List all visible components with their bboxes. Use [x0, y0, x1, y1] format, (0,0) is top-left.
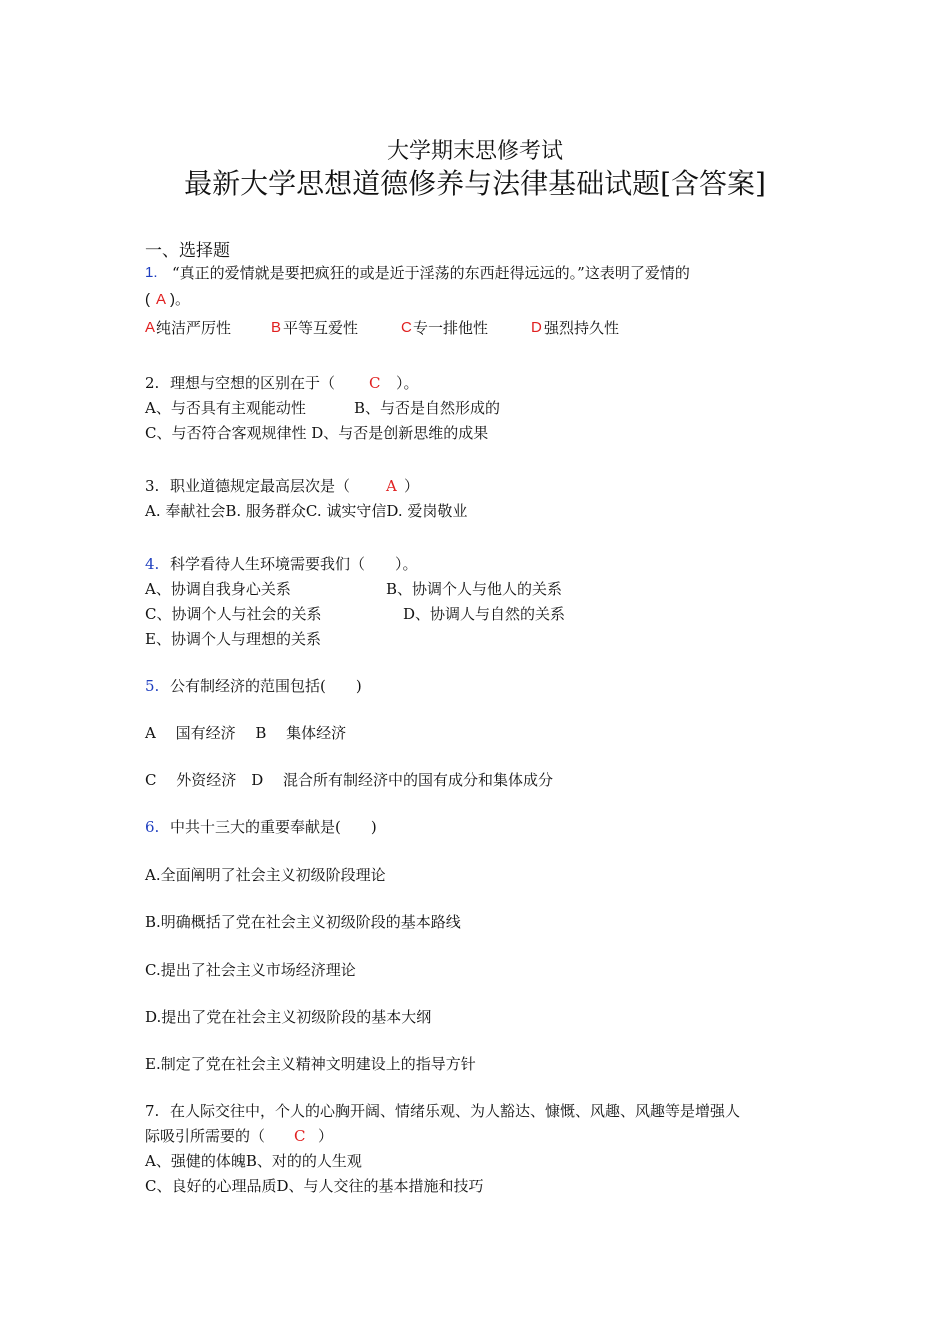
paren-close: )。 — [170, 291, 190, 308]
answer-mark: A — [386, 477, 397, 495]
answer-mark: C — [294, 1127, 306, 1145]
question-number: 6. — [145, 818, 160, 836]
question-number: 4. — [145, 555, 160, 573]
option-text: 平等互爱性 — [283, 319, 359, 337]
option-b: B、与否是自然形成的 — [354, 399, 501, 417]
option-text: 纯洁严厉性 — [156, 319, 232, 337]
option-e: E.制定了党在社会主义精神文明建设上的指导方针 — [145, 1055, 476, 1073]
option-letter: A — [145, 319, 156, 336]
question-stem: 科学看待人生环境需要我们（ ）。 — [170, 555, 418, 573]
option-d: D、协调人与自然的关系 — [403, 605, 566, 623]
answer-mark: C — [369, 374, 381, 392]
option-text: 强烈持久性 — [544, 319, 620, 337]
option-a: A、协调自我身心关系 — [145, 580, 291, 598]
option-b: B.明确概括了党在社会主义初级阶段的基本路线 — [145, 913, 461, 931]
question-number: 5. — [145, 677, 160, 695]
option-c: C、协调个人与社会的关系 — [145, 605, 322, 623]
question-stem-cont: 际吸引所需要的（ — [145, 1127, 266, 1145]
question-stem: 理想与空想的区别在于（ — [170, 374, 336, 392]
answer-mark: A — [156, 291, 167, 308]
question-number: 7. — [145, 1102, 160, 1120]
option-d: D.提出了党在社会主义初级阶段的基本大纲 — [145, 1008, 432, 1026]
question-stem: 在人际交往中，个人的心胸开阔、情绪乐观、为人豁达、慷慨、风趣、风趣等是增强人 — [170, 1102, 741, 1120]
exam-title: 大学期末思修考试 — [386, 139, 563, 164]
question-number: 2. — [145, 374, 160, 392]
option-line: C、与否符合客观规律性 D、与否是创新思维的成果 — [145, 424, 489, 442]
option-c: C.提出了社会主义市场经济理论 — [145, 961, 356, 979]
question-stem: 职业道德规定最高层次是（ — [170, 477, 351, 495]
question-number: 1. — [145, 264, 158, 281]
option-letter: D — [531, 319, 542, 336]
option-b: B、协调个人与他人的关系 — [386, 580, 563, 598]
option-line: C、良好的心理品质D、与人交往的基本措施和技巧 — [145, 1177, 484, 1195]
question-stem-end: ）。 — [396, 374, 419, 392]
question-stem-end: ） — [404, 477, 420, 495]
option-line: C 外资经济 D 混合所有制经济中的国有成分和集体成分 — [145, 771, 554, 789]
option-text: 专一排他性 — [413, 319, 489, 337]
paren-open: ( — [145, 291, 150, 308]
option-line: A、强健的体魄B、对的的人生观 — [145, 1152, 362, 1170]
question-number: 3. — [145, 477, 160, 495]
question-stem: 公有制经济的范围包括( ) — [170, 677, 362, 695]
exam-subtitle: 最新大学思想道德修养与法律基础试题[含答案] — [184, 167, 766, 200]
option-e: E、协调个人与理想的关系 — [145, 630, 321, 648]
option-letter: C — [401, 319, 412, 336]
question-stem: “真正的爱情就是要把疯狂的或是近于淫荡的东西赶得远远的。”这表明了爱情的 — [172, 264, 690, 282]
option-letter: B — [271, 319, 282, 336]
option-line: A. 奉献社会B. 服务群众C. 诚实守信D. 爱岗敬业 — [145, 502, 468, 520]
option-a: A.全面阐明了社会主义初级阶段理论 — [145, 866, 386, 884]
option-line: A 国有经济 B 集体经济 — [145, 724, 347, 742]
question-stem: 中共十三大的重要奉献是( ) — [170, 818, 377, 836]
section-heading: 一、选择题 — [145, 241, 230, 261]
question-stem-end: ） — [318, 1127, 334, 1145]
option-a: A、与否具有主观能动性 — [145, 399, 306, 417]
